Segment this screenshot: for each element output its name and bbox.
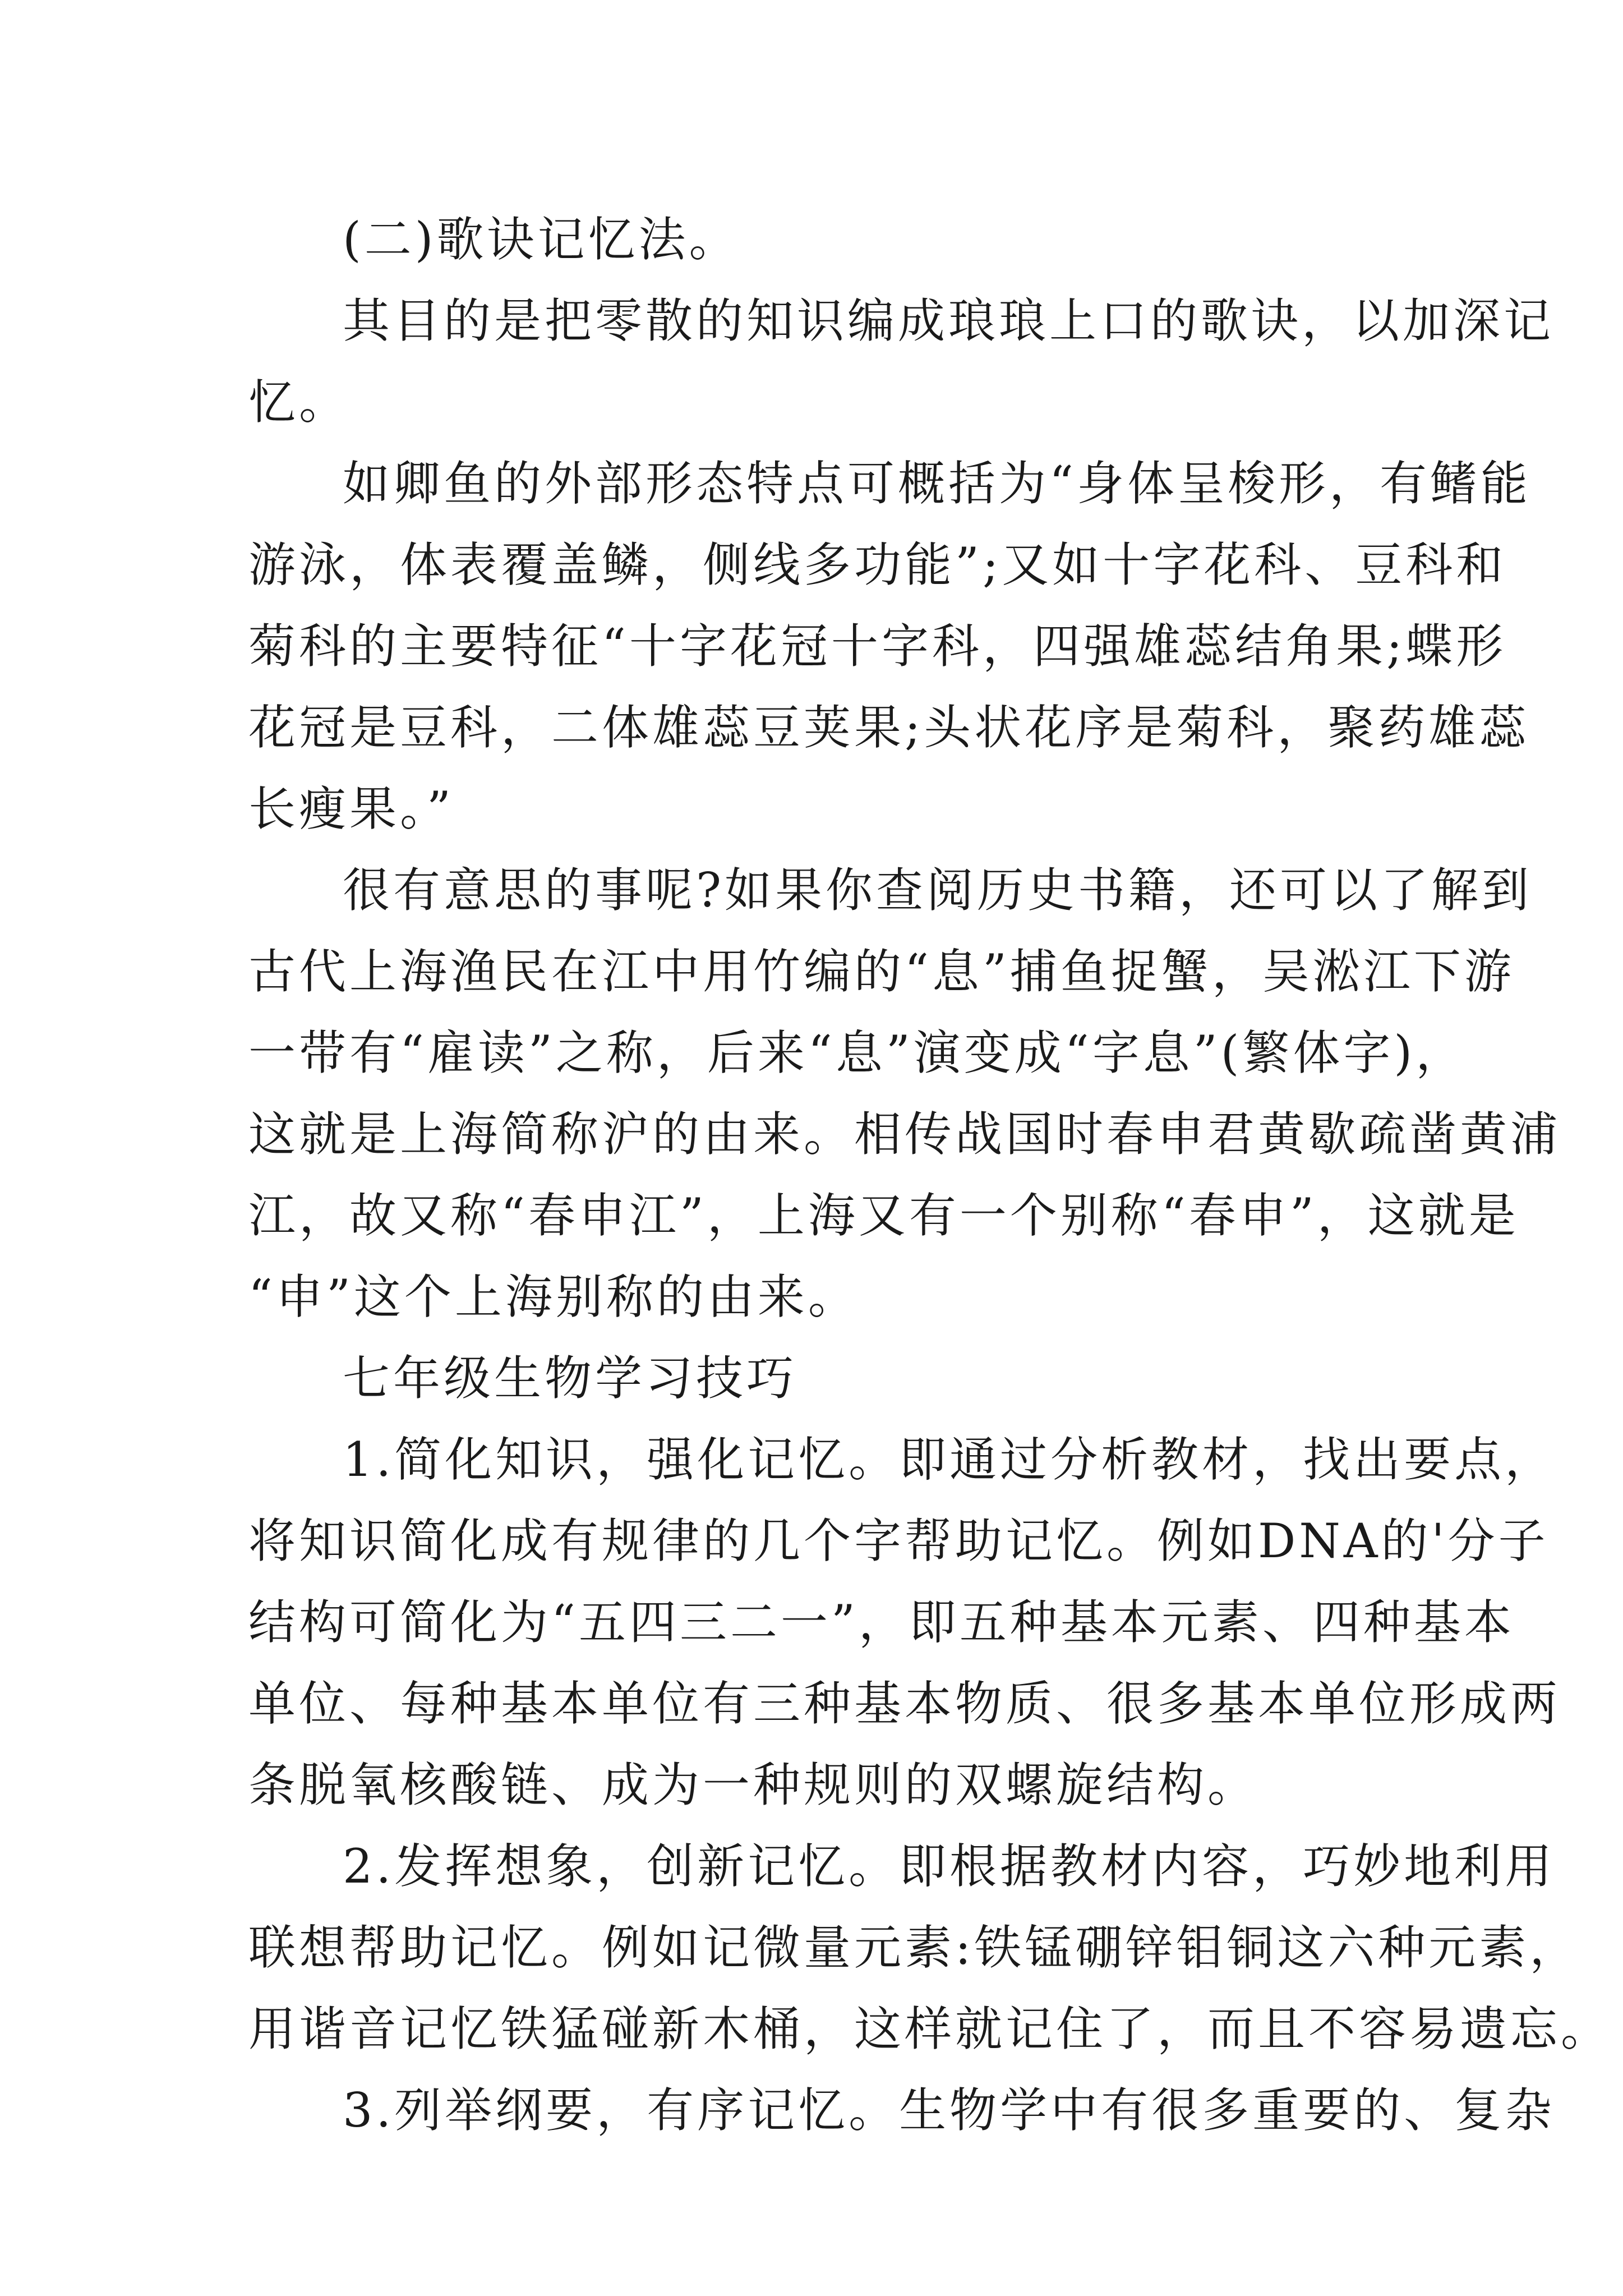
text-line: 古代上海渔民在江中用竹编的“息”捕鱼捉蟹，吴淞江下游 (248, 944, 1515, 999)
document-body (248, 199, 1612, 2151)
text-line: 将知识简化成有规律的几个字帮助记忆。例如DNA的'分子 (248, 1513, 1549, 1568)
text-line: 忆。 (248, 375, 350, 430)
section-heading: 七年级生物学习技巧 (343, 1351, 797, 1406)
text-line: 一带有“雇读”之称，后来“息”演变成“字息”(繁体字)， (248, 1025, 1467, 1080)
text-line: 游泳，体表覆盖鳞，侧线多功能”;又如十字花科、豆科和 (248, 537, 1507, 592)
text-line: “申”这个上海别称的由来。 (248, 1269, 859, 1324)
text-line: 1.简化知识，强化记忆。即通过分析教材，找出要点， (343, 1432, 1556, 1487)
text-line: 条脱氧核酸链、成为一种规则的双螺旋结构。 (248, 1757, 1258, 1812)
text-line: 菊科的主要特征“十字花冠十字科，四强雄蕊结角果;蝶形 (248, 619, 1507, 674)
text-line: 用谐音记忆铁猛碰新木桶，这样就记住了，而且不容易遗忘。 (248, 2001, 1612, 2056)
text-line: 花冠是豆科，二体雄蕊豆荚果;头状花序是菊科，聚药雄蕊 (248, 700, 1530, 755)
text-line: (二)歌诀记忆法。 (343, 212, 740, 267)
text-line: 如卿鱼的外部形态特点可概括为“身体呈梭形，有鳍能 (343, 456, 1531, 511)
text-line: 这就是上海简称沪的由来。相传战国时春申君黄歇疏凿黄浦 (248, 1107, 1561, 1162)
text-line: 3.列举纲要，有序记忆。生物学中有很多重要的、复杂 (343, 2083, 1556, 2138)
text-line: 长瘦果。” (248, 781, 454, 836)
text-line: 2.发挥想象，创新记忆。即根据教材内容，巧妙地利用 (343, 1839, 1556, 1894)
text-line: 其目的是把零散的知识编成琅琅上口的歌诀，以加深记 (343, 293, 1555, 348)
text-line: 单位、每种基本单位有三种基本物质、很多基本单位形成两 (248, 1676, 1561, 1731)
text-line: 结构可简化为“五四三二一”，即五种基本元素、四种基本 (248, 1595, 1515, 1650)
text-line: 江，故又称“春申江”，上海又有一个别称“春申”，这就是 (248, 1188, 1519, 1243)
text-line: 很有意思的事呢?如果你查阅历史书籍，还可以了解到 (343, 863, 1533, 918)
text-line: 联想帮助记忆。例如记微量元素:铁锰硼锌钼铜这六种元素， (248, 1920, 1580, 1975)
